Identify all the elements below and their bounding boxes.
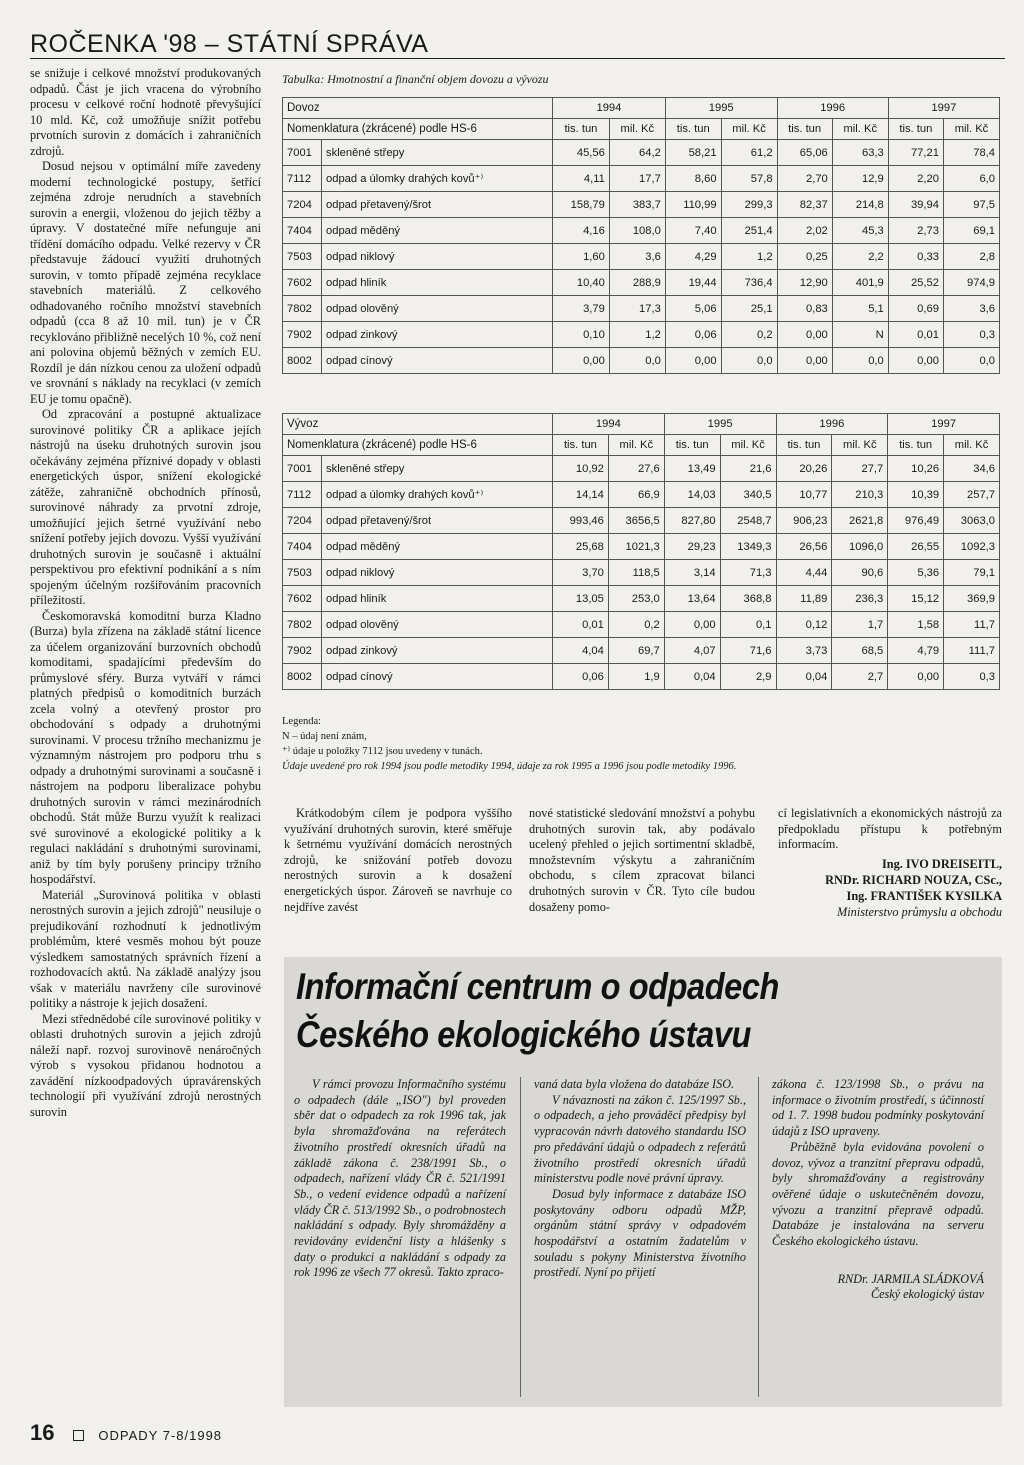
value-cell: 0,2 (721, 322, 777, 348)
value-cell: 214,8 (832, 192, 888, 218)
institution: Ministerstvo průmyslu a obchodu (837, 904, 1002, 919)
unit-header: tis. tun (776, 435, 832, 456)
value-cell: 6,0 (943, 166, 999, 192)
value-cell: 20,26 (776, 456, 832, 482)
value-cell: 0,06 (553, 664, 609, 690)
box-signature (772, 1272, 984, 1303)
value-cell: 8,60 (665, 166, 721, 192)
page-title: ROČENKA '98 – STÁTNÍ SPRÁVA (30, 30, 429, 58)
value-cell: 118,5 (608, 560, 664, 586)
value-cell: 251,4 (721, 218, 777, 244)
hs-code: 7602 (283, 586, 322, 612)
unit-header: mil. Kč (721, 119, 777, 140)
item-name: odpad zinkový (322, 638, 553, 664)
value-cell: 2,8 (943, 244, 999, 270)
paragraph: Materiál „Surovinová politika v oblasti nerostných surovin a jejich zdrojů" neusiluje o prejudikování rozhodnutí k jednotlivým problémům, které vesměs mohou být pouze výsledkem samostatných správních řízení a rozhodovacích aktů. Na základě analýzy jsou však v materiálu navrženy cíle surovinové politiky a nástroje k jejich dosažení. (30, 887, 261, 1010)
value-cell: 0,06 (665, 322, 721, 348)
value-cell: 27,6 (608, 456, 664, 482)
item-name: odpad olověný (322, 296, 553, 322)
value-cell: 77,21 (888, 140, 943, 166)
table-row (283, 664, 1000, 690)
value-cell: 10,39 (888, 482, 944, 508)
year-header: 1997 (888, 414, 1000, 435)
paragraph: Krátkodobým cílem je podpora vyššího využívání druhotných surovin, které směřuje k šetrnému využívání domácích nerostných zdrojů, ke snižování potřeb dovozu nerostných surovin a k dosažení energetických úspor. Zároveň se navrhuje co nejdříve zavést (284, 806, 512, 914)
author: Ing. IVO DREISEITL, (881, 856, 1002, 871)
box-title-line1: Informační centrum o odpadech (296, 966, 779, 1007)
value-cell: 12,9 (832, 166, 888, 192)
box-title (296, 963, 779, 1059)
table-row (283, 218, 1000, 244)
item-name: odpad niklový (322, 244, 553, 270)
unit-header: tis. tun (665, 119, 721, 140)
value-cell: 2,02 (777, 218, 832, 244)
author: RNDr. JARMILA SLÁDKOVÁ (837, 1271, 984, 1286)
legend-n: N – údaj není znám, (282, 731, 367, 742)
value-cell: 1,2 (721, 244, 777, 270)
value-cell: 0,0 (943, 348, 999, 374)
page-header (30, 30, 1005, 59)
unit-header: mil. Kč (832, 435, 888, 456)
hs-code: 7001 (283, 140, 322, 166)
value-cell: 45,3 (832, 218, 888, 244)
value-cell: 26,55 (888, 534, 944, 560)
column-divider (758, 1077, 759, 1397)
legend-plus: ⁺⁾ údaje u položky 7112 jsou uvedeny v tunách. (282, 746, 483, 757)
value-cell: 0,3 (943, 322, 999, 348)
value-cell: 25,1 (721, 296, 777, 322)
page-number: 16 (30, 1420, 55, 1445)
item-name: odpad a úlomky drahých kovů⁺⁾ (322, 166, 553, 192)
value-cell: 26,56 (776, 534, 832, 560)
value-cell: 4,44 (776, 560, 832, 586)
value-cell: 0,00 (888, 664, 944, 690)
value-cell: 0,83 (777, 296, 832, 322)
value-cell: 299,3 (721, 192, 777, 218)
value-cell: 17,7 (609, 166, 665, 192)
paragraph: zákona č. 123/1998 Sb., o právu na informace o životním prostředí, s účinností od 1. 7. 1998 budou podmínky poskytování údajů z ISO upraveny. (772, 1077, 984, 1139)
value-cell: 0,04 (664, 664, 720, 690)
table-row (283, 508, 1000, 534)
value-cell: 2,9 (720, 664, 776, 690)
nomenclature-header: Nomenklatura (zkrácené) podle HS-6 (283, 435, 553, 456)
table-title: Vývoz (283, 414, 553, 435)
paragraph: Mezi střednědobé cíle surovinové politiky v oblasti druhotných surovin a jejich zdrojů náleží např. rozvoj surovinově nenáročných výrob s vysokou přidanou hodnotou a zavádění nízkoodpadových úpravárenských technologií při využívání zdrojů nerostných surovin (30, 1011, 261, 1119)
item-name: odpad měděný (322, 534, 553, 560)
hs-code: 7112 (283, 166, 322, 192)
value-cell: 4,04 (553, 638, 609, 664)
unit-header: tis. tun (553, 435, 609, 456)
value-cell: 0,2 (608, 612, 664, 638)
value-cell: 3,79 (553, 296, 610, 322)
value-cell: 4,29 (665, 244, 721, 270)
value-cell: 17,3 (609, 296, 665, 322)
year-header: 1996 (776, 414, 888, 435)
value-cell: 1,58 (888, 612, 944, 638)
value-cell: 63,3 (832, 140, 888, 166)
hs-code: 8002 (283, 348, 322, 374)
hs-code: 7404 (283, 218, 322, 244)
value-cell: 39,94 (888, 192, 943, 218)
value-cell: 976,49 (888, 508, 944, 534)
value-cell: 4,79 (888, 638, 944, 664)
unit-header: mil. Kč (608, 435, 664, 456)
unit-header: mil. Kč (943, 119, 999, 140)
table-header-row (283, 414, 1000, 435)
value-cell: 2,20 (888, 166, 943, 192)
value-cell: 14,03 (664, 482, 720, 508)
export-table (282, 413, 1000, 690)
value-cell: 79,1 (944, 560, 1000, 586)
value-cell: 13,64 (664, 586, 720, 612)
value-cell: 3,6 (609, 244, 665, 270)
year-header: 1994 (553, 414, 665, 435)
year-header: 1997 (888, 98, 999, 119)
value-cell: 3,6 (943, 296, 999, 322)
value-cell: 3656,5 (608, 508, 664, 534)
value-cell: 0,0 (721, 348, 777, 374)
square-icon (73, 1430, 84, 1441)
table-header-row (283, 98, 1000, 119)
value-cell: 11,89 (776, 586, 832, 612)
table-row (283, 586, 1000, 612)
table-row (283, 638, 1000, 664)
paragraph: vaná data byla vložena do databáze ISO. (534, 1077, 735, 1091)
value-cell: 69,1 (943, 218, 999, 244)
value-cell: 3,73 (776, 638, 832, 664)
item-name: odpad hliník (322, 270, 553, 296)
value-cell: 827,80 (664, 508, 720, 534)
value-cell: 236,3 (832, 586, 888, 612)
value-cell: 0,25 (777, 244, 832, 270)
value-cell: 288,9 (609, 270, 665, 296)
value-cell: 2,70 (777, 166, 832, 192)
table-row (283, 560, 1000, 586)
value-cell: 210,3 (832, 482, 888, 508)
value-cell: 65,06 (777, 140, 832, 166)
value-cell: 3063,0 (944, 508, 1000, 534)
value-cell: 2,2 (832, 244, 888, 270)
year-header: 1996 (777, 98, 888, 119)
value-cell: 0,10 (553, 322, 610, 348)
paragraph: Českomoravská komoditní burza Kladno (Burza) byla zřízena na základě státní licence za účelem organizování burzovních obchodů komoditami, spadajícími především do průmyslové sféry. Burza vytváří v rámci platných předpisů o komoditních burzách zcela volný a otevřený prostor pro obchodování s odpady a druhotnými surovinami. V procesu tržního mechanizmu je významným nástrojem pro podporu trhu s odpady a druhotnými surovinami a současně i nástrojem na podporu liberalizace pohybu druhotných surovin v rámci mezinárodních obchodů. Stát může Burzu využít k realizaci své surovinové a ekologické politiky a k regulaci nakládání s druhotnými surovinami, aniž by tím byly porušeny principy tržního hospodářství. (30, 608, 261, 886)
mid-text-col2 (529, 806, 755, 915)
box-col3 (772, 1077, 984, 1303)
hs-code: 7404 (283, 534, 322, 560)
item-name: odpad cínový (322, 664, 553, 690)
value-cell: 0,3 (944, 664, 1000, 690)
year-header: 1995 (665, 98, 777, 119)
paragraph: nové statistické sledování množství a pohybu druhotných surovin tak, aby podávalo ucelený přehled o jejich sortimentní skladbě, množstevním výskytu a zahraničním obchodu, s cílem zpracovat bilanci druhotných surovin v ČR. Tyto cíle budou dosaženy pomo- (529, 806, 755, 914)
paragraph: se snižuje i celkové množství produkovaných odpadů. Část je jich vracena do výrobního procesu v celkové roční hodnotě převyšující 10 mld. Kč, což umožňuje snížit potřebu prvotních surovin z domácích i zahraničních zdrojů. (30, 66, 261, 158)
table-row (283, 482, 1000, 508)
hs-code: 7112 (283, 482, 322, 508)
value-cell: 0,33 (888, 244, 943, 270)
value-cell: 5,06 (665, 296, 721, 322)
year-header: 1994 (553, 98, 666, 119)
table-row (283, 456, 1000, 482)
value-cell: 64,2 (609, 140, 665, 166)
value-cell: 0,01 (553, 612, 609, 638)
value-cell: 111,7 (944, 638, 1000, 664)
item-name: skleněné střepy (322, 456, 553, 482)
table-row (283, 348, 1000, 374)
legend-note: Údaje uvedené pro rok 1994 jsou podle metodiky 1994, údaje za rok 1995 a 1996 jsou podle metodiky 1996. (282, 761, 737, 772)
value-cell: 736,4 (721, 270, 777, 296)
value-cell: 2,7 (832, 664, 888, 690)
value-cell: 3,70 (553, 560, 609, 586)
value-cell: 1,60 (553, 244, 610, 270)
table-subheader-row (283, 435, 1000, 456)
paragraph: Od zpracování a postupné aktualizace surovinové politiky ČR a aplikace jejích nástrojů na úseku druhotných surovin jsou očekávány zejména příznivé dopady v oblasti energetických úspor, snížení ekologické zátěže, zahraničně obchodních přínosů, surovinové náhrady za prvotní zdroje, umožňující jejich šetrné využívání nebo snížení potřeby jejich dovozu. Vyšší využívání druhotných surovin je současně i aktuální perspektivou pro efektivní podnikání a s ním spojeným účelným rozšiřováním pracovních příležitostí. (30, 407, 261, 607)
item-name: odpad zinkový (322, 322, 553, 348)
value-cell: 34,6 (944, 456, 1000, 482)
value-cell: 21,6 (720, 456, 776, 482)
value-cell: 0,00 (553, 348, 610, 374)
value-cell: 1096,0 (832, 534, 888, 560)
item-name: odpad niklový (322, 560, 553, 586)
value-cell: 57,8 (721, 166, 777, 192)
table-row (283, 192, 1000, 218)
paragraph: Průběžně byla evidována povolení o dovoz, vývoz a tranzitní přepravu odpadů, byly shromažďovány a registrovány ověřené údaje o uskutečněném dovozu, vývozu a tranzitní přepravě odpadů. Databáze je instalována na serveru Českého ekologického ústavu. (772, 1139, 984, 1249)
value-cell: 5,36 (888, 560, 944, 586)
table-title: Dovoz (283, 98, 553, 119)
mid-text-col1 (284, 806, 512, 915)
value-cell: 1,7 (832, 612, 888, 638)
hs-code: 7204 (283, 508, 322, 534)
table-row (283, 244, 1000, 270)
value-cell: 25,52 (888, 270, 943, 296)
item-name: skleněné střepy (322, 140, 553, 166)
value-cell: 0,00 (777, 322, 832, 348)
year-header: 1995 (664, 414, 776, 435)
unit-header: mil. Kč (944, 435, 1000, 456)
institution: Český ekologický ústav (870, 1287, 984, 1302)
value-cell: 71,6 (720, 638, 776, 664)
item-name: odpad cínový (322, 348, 553, 374)
hs-code: 7802 (283, 612, 322, 638)
hs-code: 7802 (283, 296, 322, 322)
value-cell: 69,7 (608, 638, 664, 664)
paragraph: V návaznosti na zákon č. 125/1997 Sb., o odpadech, a jeho prováděcí předpisy byl vypracován návrh datového standardu ISO pro předávání údajů o odpadech z referátů životního prostředí okresních úřadů ministerstvu podle nové právní úpravy. (534, 1092, 746, 1186)
value-cell: 0,00 (665, 348, 721, 374)
value-cell: 2,73 (888, 218, 943, 244)
table-row (283, 612, 1000, 638)
value-cell: 2548,7 (720, 508, 776, 534)
value-cell: 5,1 (832, 296, 888, 322)
legend-title: Legenda: (282, 716, 322, 727)
hs-code: 7503 (283, 244, 322, 270)
item-name: odpad olověný (322, 612, 553, 638)
column-divider (520, 1077, 521, 1397)
box-title-line2: Českého ekologického ústavu (296, 1014, 751, 1055)
value-cell: 14,14 (553, 482, 609, 508)
value-cell: 4,16 (553, 218, 610, 244)
unit-header: mil. Kč (832, 119, 888, 140)
hs-code: 7001 (283, 456, 322, 482)
value-cell: 383,7 (609, 192, 665, 218)
value-cell: 1021,3 (608, 534, 664, 560)
value-cell: 993,46 (553, 508, 609, 534)
value-cell: 0,0 (832, 348, 888, 374)
value-cell: 3,14 (664, 560, 720, 586)
value-cell: 1,9 (608, 664, 664, 690)
value-cell: 401,9 (832, 270, 888, 296)
value-cell: 0,04 (776, 664, 832, 690)
value-cell: 974,9 (943, 270, 999, 296)
value-cell: 10,26 (888, 456, 944, 482)
author: Ing. FRANTIŠEK KYSILKA (846, 888, 1002, 903)
table-row (283, 534, 1000, 560)
magazine-issue: ODPADY 7-8/1998 (98, 1428, 223, 1443)
value-cell: 0,00 (888, 348, 943, 374)
value-cell: 10,40 (553, 270, 610, 296)
item-name: odpad přetavený/šrot (322, 192, 553, 218)
mid-text-col3 (778, 806, 1002, 920)
value-cell: 906,23 (776, 508, 832, 534)
value-cell: 4,11 (553, 166, 610, 192)
hs-code: 7204 (283, 192, 322, 218)
page-footer (30, 1420, 222, 1446)
value-cell: 58,21 (665, 140, 721, 166)
unit-header: tis. tun (777, 119, 832, 140)
info-box (284, 957, 1002, 1407)
value-cell: 13,49 (664, 456, 720, 482)
value-cell: 2621,8 (832, 508, 888, 534)
unit-header: tis. tun (664, 435, 720, 456)
value-cell: 61,2 (721, 140, 777, 166)
value-cell: 368,8 (720, 586, 776, 612)
value-cell: 4,07 (664, 638, 720, 664)
hs-code: 7902 (283, 638, 322, 664)
left-column-text (30, 66, 261, 1120)
hs-code: 7602 (283, 270, 322, 296)
value-cell: 1,2 (609, 322, 665, 348)
value-cell: 0,01 (888, 322, 943, 348)
value-cell: 1092,3 (944, 534, 1000, 560)
value-cell: 12,90 (777, 270, 832, 296)
item-name: odpad přetavený/šrot (322, 508, 553, 534)
value-cell: 369,9 (944, 586, 1000, 612)
value-cell: 340,5 (720, 482, 776, 508)
value-cell: 108,0 (609, 218, 665, 244)
table-row (283, 322, 1000, 348)
table-row (283, 296, 1000, 322)
value-cell: 68,5 (832, 638, 888, 664)
value-cell: 11,7 (944, 612, 1000, 638)
unit-header: tis. tun (553, 119, 610, 140)
value-cell: 29,23 (664, 534, 720, 560)
signature (778, 856, 1002, 920)
value-cell: 10,77 (776, 482, 832, 508)
value-cell: 45,56 (553, 140, 610, 166)
value-cell: 78,4 (943, 140, 999, 166)
value-cell: 0,12 (776, 612, 832, 638)
value-cell: 257,7 (944, 482, 1000, 508)
table-row (283, 166, 1000, 192)
nomenclature-header: Nomenklatura (zkrácené) podle HS-6 (283, 119, 553, 140)
value-cell: 15,12 (888, 586, 944, 612)
value-cell: 0,00 (777, 348, 832, 374)
paragraph: Dosud byly informace z databáze ISO poskytovány odboru odpadů MŽP, orgánům státní správy v odpadovém hospodářství a ostatním žadatelům v souladu s pokyny Ministerstva životního prostředí. Nyní po přijetí (534, 1186, 746, 1280)
value-cell: 13,05 (553, 586, 609, 612)
box-col2 (534, 1077, 746, 1281)
unit-header: mil. Kč (609, 119, 665, 140)
item-name: odpad měděný (322, 218, 553, 244)
value-cell: N (832, 322, 888, 348)
paragraph: Dosud nejsou v optimální míře zavedeny moderní technologické postupy, šetřící zejména zdroje nerudních a stavebních surovin a energii, vloženou do jejich těžby a úpravy. V dostatečné míře nefunguje ani třídění domácího odpadu. Velké rezervy v ČR představuje žádoucí využití druhotných surovin, v tomto případě zejména recyklace stavebních materiálů. Z celkového odhadovaného ročního množství stavebních odpadů (cca 8 až 10 mil. tun) je v ČR recyklováno přibližně necelých 10 %, což není ani polovina objemů běžných v zemích EU. Rozdíl je dán nízkou cenou za uložení odpadů ve srovnání s náklady na recyklaci (v zemích EU je tomu opačně). (30, 159, 261, 406)
value-cell: 0,0 (609, 348, 665, 374)
value-cell: 158,79 (553, 192, 610, 218)
value-cell: 66,9 (608, 482, 664, 508)
value-cell: 25,68 (553, 534, 609, 560)
item-name: odpad hliník (322, 586, 553, 612)
value-cell: 0,69 (888, 296, 943, 322)
value-cell: 82,37 (777, 192, 832, 218)
hs-code: 7503 (283, 560, 322, 586)
value-cell: 0,00 (664, 612, 720, 638)
value-cell: 7,40 (665, 218, 721, 244)
value-cell: 90,6 (832, 560, 888, 586)
value-cell: 0,1 (720, 612, 776, 638)
hs-code: 8002 (283, 664, 322, 690)
value-cell: 19,44 (665, 270, 721, 296)
box-col1 (294, 1077, 506, 1281)
value-cell: 1349,3 (720, 534, 776, 560)
table-subheader-row (283, 119, 1000, 140)
paragraph: V rámci provozu Informačního systému o odpadech (dále „ISO") byl proveden sběr dat o odpadech za rok 1996 tak, jak byla shromažďována na referátech životního prostředí okresních úřadů na základě zákona č. 238/1991 Sb., o odpadech, nařízení vlády ČR č. 521/1991 Sb., o vedení evidence odpadů a nařízení vlády ČR č. 513/1992 Sb., o podrobnostech nakládání s odpady. Byly shromážděny a revidovány evidenční listy a hlášenky s daty o produkci a nakládání s odpady za rok 1996 ze všech 77 okresů. Takto zpraco- (294, 1077, 506, 1280)
paragraph: cí legislativních a ekonomických nástrojů za předpokladu přístupu k potřebným informacím. (778, 806, 1002, 852)
value-cell: 110,99 (665, 192, 721, 218)
item-name: odpad a úlomky drahých kovů⁺⁾ (322, 482, 553, 508)
value-cell: 71,3 (720, 560, 776, 586)
author: RNDr. RICHARD NOUZA, CSc., (825, 872, 1002, 887)
table-row (283, 270, 1000, 296)
table-legend (282, 714, 1000, 774)
import-table (282, 97, 1000, 374)
value-cell: 27,7 (832, 456, 888, 482)
value-cell: 253,0 (608, 586, 664, 612)
table-row (283, 140, 1000, 166)
value-cell: 10,92 (553, 456, 609, 482)
unit-header: tis. tun (888, 119, 943, 140)
value-cell: 97,5 (943, 192, 999, 218)
unit-header: mil. Kč (720, 435, 776, 456)
table-caption: Tabulka: Hmotnostní a finanční objem dovozu a vývozu (282, 72, 549, 86)
unit-header: tis. tun (888, 435, 944, 456)
hs-code: 7902 (283, 322, 322, 348)
